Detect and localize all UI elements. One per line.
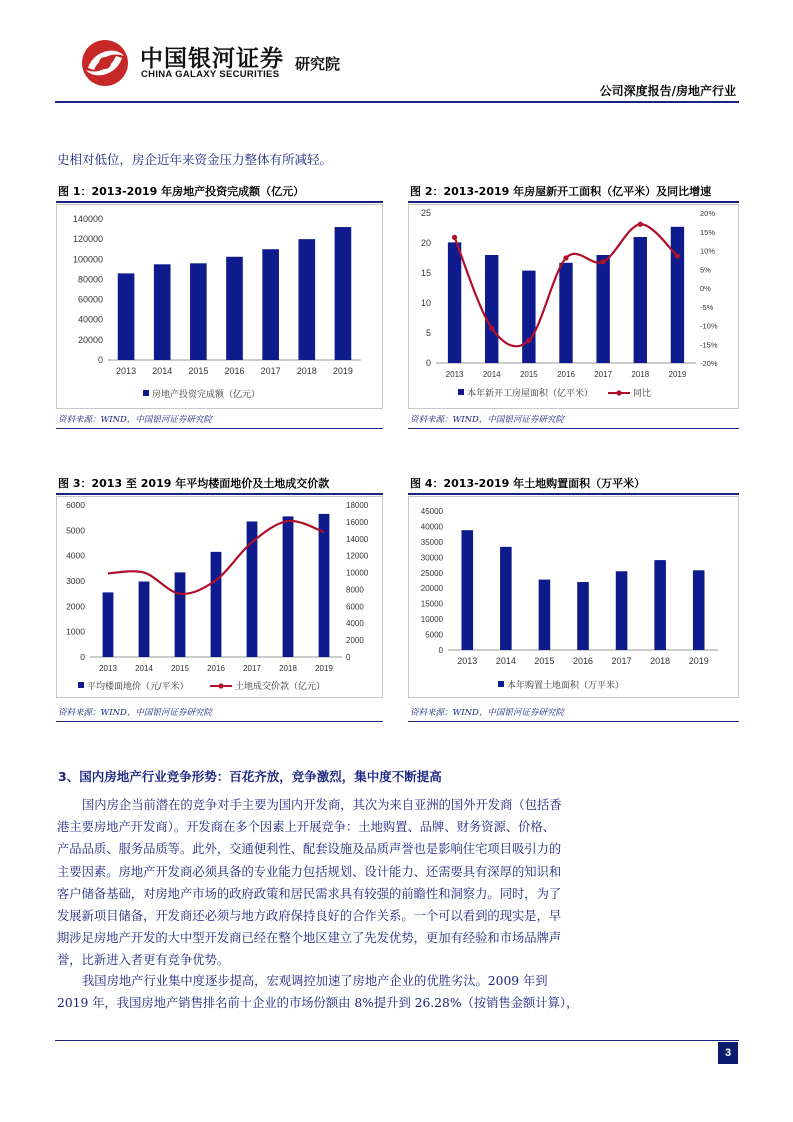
y2-tick-label: 16000 bbox=[346, 517, 369, 527]
chart-land-purchase bbox=[408, 496, 737, 696]
y2-tick-label: 10% bbox=[700, 246, 716, 256]
line-point bbox=[675, 254, 680, 259]
y2-tick-label: 8000 bbox=[346, 585, 364, 595]
figure-4-title-rule bbox=[408, 493, 739, 495]
bar bbox=[522, 271, 535, 363]
x-tick-label: 2019 bbox=[668, 370, 687, 379]
bar bbox=[190, 263, 207, 360]
legend-label: 平均楼面地价（元/平米） bbox=[87, 681, 189, 691]
y-tick-label: 0 bbox=[438, 646, 443, 655]
figure-2-bottom-rule bbox=[408, 428, 739, 429]
x-tick-label: 2017 bbox=[594, 370, 613, 379]
x-tick-label: 2014 bbox=[482, 370, 501, 379]
y-tick-label: 30000 bbox=[420, 553, 443, 563]
figure-3-bottom-rule bbox=[56, 721, 383, 722]
y-tick-label: 20000 bbox=[420, 584, 443, 594]
y2-tick-label: 10000 bbox=[346, 568, 369, 578]
company-name-en: CHINA GALAXY SECURITIES bbox=[141, 69, 280, 80]
intro-text: 史相对低位，房企近年来资金压力整体有所减轻。 bbox=[57, 152, 333, 167]
figure-4-source: 资料来源：WIND，中国银河证券研究院 bbox=[410, 708, 564, 718]
x-tick-label: 2018 bbox=[296, 366, 317, 376]
figure-4-bottom-rule bbox=[408, 721, 739, 722]
x-tick-label: 2016 bbox=[557, 370, 575, 379]
y2-tick-label: 0 bbox=[346, 653, 351, 662]
bar bbox=[500, 547, 512, 650]
paragraph-line: 客户储备基础，对房地产市场的政府政策和居民需求具有较强的前瞻性和洞察力。同时，为了 bbox=[57, 886, 562, 901]
y2-tick-label: -10% bbox=[700, 321, 718, 331]
header-rule bbox=[55, 101, 739, 103]
y2-tick-label: 2000 bbox=[346, 636, 364, 646]
bar bbox=[335, 227, 352, 360]
x-tick-label: 2013 bbox=[116, 366, 137, 376]
figure-1-source: 资料来源：WIND，中国银河证券研究院 bbox=[58, 415, 212, 425]
y-tick-label: 40000 bbox=[420, 522, 443, 532]
x-tick-label: 2015 bbox=[519, 370, 538, 379]
chart-land-price bbox=[56, 496, 381, 696]
bar bbox=[262, 249, 279, 360]
paragraph-1 bbox=[57, 794, 739, 972]
figure-1-title: 图 1：2013-2019 年房地产投资完成额（亿元） bbox=[58, 185, 305, 198]
y-tick-label: 20 bbox=[420, 238, 431, 248]
y-tick-label: 20000 bbox=[77, 334, 103, 345]
y-tick-label: 120000 bbox=[72, 234, 103, 245]
y2-tick-label: 5% bbox=[700, 265, 711, 275]
bar bbox=[577, 582, 589, 650]
paragraph-line: 主要因素。房地产开发商必须具备的专业能力包括规划、设计能力、还需要具有深厚的知识和 bbox=[57, 864, 562, 879]
y2-tick-label: 4000 bbox=[346, 619, 364, 629]
footer-rule bbox=[55, 1040, 739, 1041]
line-point bbox=[452, 235, 457, 240]
legend-bar-swatch bbox=[498, 681, 504, 687]
bar bbox=[139, 582, 150, 657]
bar bbox=[283, 516, 294, 657]
y-tick-label: 0 bbox=[425, 358, 431, 368]
bar bbox=[298, 239, 315, 360]
figure-2-title-rule bbox=[408, 201, 739, 203]
x-tick-label: 2018 bbox=[650, 656, 671, 666]
line-point bbox=[638, 222, 643, 227]
legend-line-marker bbox=[218, 683, 223, 688]
figure-1-bottom-rule bbox=[56, 428, 383, 429]
bar bbox=[634, 237, 647, 363]
paragraph-line: 国内房企当前潜在的竞争对手主要为国内开发商，其次为来自亚洲的国外开发商（包括香 bbox=[82, 798, 562, 812]
paragraph-line: 我国房地产行业集中度逐步提高，宏观调控加速了房地产企业的优胜劣汰。2009 年到 bbox=[82, 974, 548, 988]
bar bbox=[175, 572, 186, 657]
paragraph-line: 2019 年，我国房地产销售排名前十企业的市场份额由 8%提升到 26.28%（按销售金额计算）， bbox=[57, 996, 579, 1011]
y-tick-label: 10000 bbox=[420, 615, 443, 625]
x-tick-label: 2019 bbox=[688, 656, 709, 666]
bar bbox=[103, 592, 114, 657]
bar bbox=[671, 227, 684, 363]
legend-label: 土地成交价款（亿元） bbox=[235, 681, 326, 691]
x-tick-label: 2018 bbox=[279, 664, 297, 673]
y-tick-label: 45000 bbox=[420, 507, 443, 516]
company-name-cn: 中国银河证券 bbox=[140, 46, 284, 72]
x-tick-label: 2014 bbox=[152, 366, 173, 376]
x-tick-label: 2015 bbox=[534, 656, 555, 666]
y-tick-label: 60000 bbox=[77, 294, 103, 305]
report-type: 公司深度报告/房地产行业 bbox=[599, 84, 736, 98]
bar bbox=[226, 257, 243, 360]
figure-4-title: 图 4：2013-2019 年土地购置面积（万平米） bbox=[410, 477, 646, 490]
x-tick-label: 2014 bbox=[135, 664, 153, 673]
figure-1-title-rule bbox=[56, 201, 383, 203]
y-tick-label: 0 bbox=[80, 652, 85, 662]
x-tick-label: 2016 bbox=[224, 366, 245, 376]
paragraph-line: 誉，比新进入者更有竞争优势。 bbox=[57, 953, 230, 968]
bar bbox=[154, 264, 171, 360]
legend-bar-swatch bbox=[458, 389, 464, 395]
chart-investment bbox=[56, 204, 381, 407]
legend-label: 房地产投资完成额（亿元） bbox=[152, 389, 261, 399]
paragraph-line: 发展新项目储备，开发商还必须与地方政府保持良好的合作关系。一个可以看到的现实是，早 bbox=[57, 909, 562, 924]
bar bbox=[596, 255, 609, 363]
page-number: 3 bbox=[718, 1042, 738, 1064]
y-tick-label: 25 bbox=[420, 208, 431, 218]
legend-label: 本年新开工房屋面积（亿平米） bbox=[467, 388, 594, 398]
x-tick-label: 2019 bbox=[332, 366, 353, 376]
y-tick-label: 15000 bbox=[420, 599, 443, 609]
line-point bbox=[601, 259, 606, 264]
institute-label: 研究院 bbox=[295, 55, 341, 73]
legend-label: 同比 bbox=[633, 388, 652, 398]
legend-label: 本年购置土地面积（万平米） bbox=[507, 680, 625, 690]
figure-3-title: 图 3：2013 至 2019 年平均楼面地价及土地成交价款 bbox=[58, 477, 330, 490]
line-point bbox=[563, 255, 568, 260]
x-tick-label: 2015 bbox=[188, 366, 209, 376]
x-tick-label: 2016 bbox=[572, 656, 594, 666]
paragraph-line: 港主要房地产开发商）。开发商在多个因素上开展竞争：土地购置、品牌、财务资源、价格、 bbox=[57, 820, 556, 835]
legend-bar-swatch bbox=[143, 390, 149, 396]
y-tick-label: 10 bbox=[420, 298, 431, 308]
bar bbox=[693, 570, 705, 650]
x-tick-label: 2016 bbox=[207, 664, 225, 673]
chart-new-construction bbox=[408, 204, 737, 407]
y-tick-label: 25000 bbox=[420, 568, 443, 578]
y2-tick-label: -5% bbox=[700, 302, 714, 312]
bar bbox=[485, 255, 498, 363]
bar bbox=[539, 580, 551, 650]
bar bbox=[211, 552, 222, 657]
line-point bbox=[526, 338, 531, 343]
y-tick-label: 5 bbox=[425, 328, 431, 338]
bar bbox=[118, 273, 135, 360]
bar bbox=[462, 530, 474, 650]
figure-3-title-rule bbox=[56, 493, 383, 495]
figure-2-source: 资料来源：WIND，中国银河证券研究院 bbox=[410, 415, 564, 425]
y2-tick-label: 12000 bbox=[346, 551, 369, 561]
y2-tick-label: -20% bbox=[700, 359, 718, 368]
paragraph-line: 产品品质、服务品质等。此外，交通便利性、配套设施及品质声誉也是影响住宅项目吸引力的 bbox=[57, 842, 562, 857]
figure-2-title: 图 2：2013-2019 年房屋新开工面积（亿平米）及同比增速 bbox=[410, 185, 712, 198]
logo bbox=[80, 38, 130, 88]
y-tick-label: 6000 bbox=[66, 500, 85, 510]
x-tick-label: 2017 bbox=[611, 656, 632, 666]
y-tick-label: 5000 bbox=[66, 525, 85, 536]
paragraph-2 bbox=[57, 970, 739, 1014]
y-tick-label: 80000 bbox=[77, 274, 103, 285]
section-heading: 3、国内房地产行业竞争形势：百花齐放，竞争激烈，集中度不断提高 bbox=[58, 769, 442, 784]
y-tick-label: 5000 bbox=[425, 630, 443, 640]
bar bbox=[448, 242, 461, 363]
x-tick-label: 2014 bbox=[495, 656, 516, 666]
y-tick-label: 15 bbox=[420, 268, 431, 278]
y2-tick-label: 18000 bbox=[346, 501, 369, 510]
legend-line-marker bbox=[616, 390, 621, 395]
x-tick-label: 2019 bbox=[315, 664, 333, 673]
y-tick-label: 1000 bbox=[66, 626, 85, 637]
y-tick-label: 35000 bbox=[420, 537, 443, 547]
figure-3-source: 资料来源：WIND，中国银河证券研究院 bbox=[58, 708, 212, 718]
x-tick-label: 2017 bbox=[243, 664, 261, 673]
line-point bbox=[489, 326, 494, 331]
y2-tick-label: 0% bbox=[700, 284, 711, 293]
x-tick-label: 2013 bbox=[99, 664, 117, 673]
x-tick-label: 2017 bbox=[260, 366, 281, 376]
y2-tick-label: 14000 bbox=[346, 534, 369, 544]
y2-tick-label: -15% bbox=[700, 340, 718, 350]
legend-bar-swatch bbox=[78, 682, 84, 688]
bar bbox=[559, 263, 572, 363]
bar bbox=[616, 571, 628, 650]
y2-tick-label: 6000 bbox=[346, 602, 364, 612]
y2-tick-label: 20% bbox=[700, 209, 716, 218]
bar bbox=[654, 560, 666, 650]
y-tick-label: 3000 bbox=[66, 576, 85, 586]
paragraph-line: 期涉足房地产开发的大中型开发商已经在整个地区建立了先发优势，更加有经验和市场品牌声 bbox=[57, 931, 562, 946]
y-tick-label: 0 bbox=[97, 355, 103, 365]
x-tick-label: 2015 bbox=[171, 664, 189, 673]
y-tick-label: 140000 bbox=[72, 214, 103, 224]
x-tick-label: 2013 bbox=[445, 370, 464, 379]
y-tick-label: 2000 bbox=[66, 601, 85, 612]
x-tick-label: 2013 bbox=[457, 656, 478, 666]
x-tick-label: 2018 bbox=[631, 370, 650, 379]
y-tick-label: 100000 bbox=[72, 254, 103, 265]
galaxy-logo-icon bbox=[80, 38, 130, 88]
y2-tick-label: 15% bbox=[700, 227, 716, 237]
y-tick-label: 40000 bbox=[77, 314, 103, 325]
y-tick-label: 4000 bbox=[66, 550, 85, 561]
bar bbox=[319, 514, 330, 657]
